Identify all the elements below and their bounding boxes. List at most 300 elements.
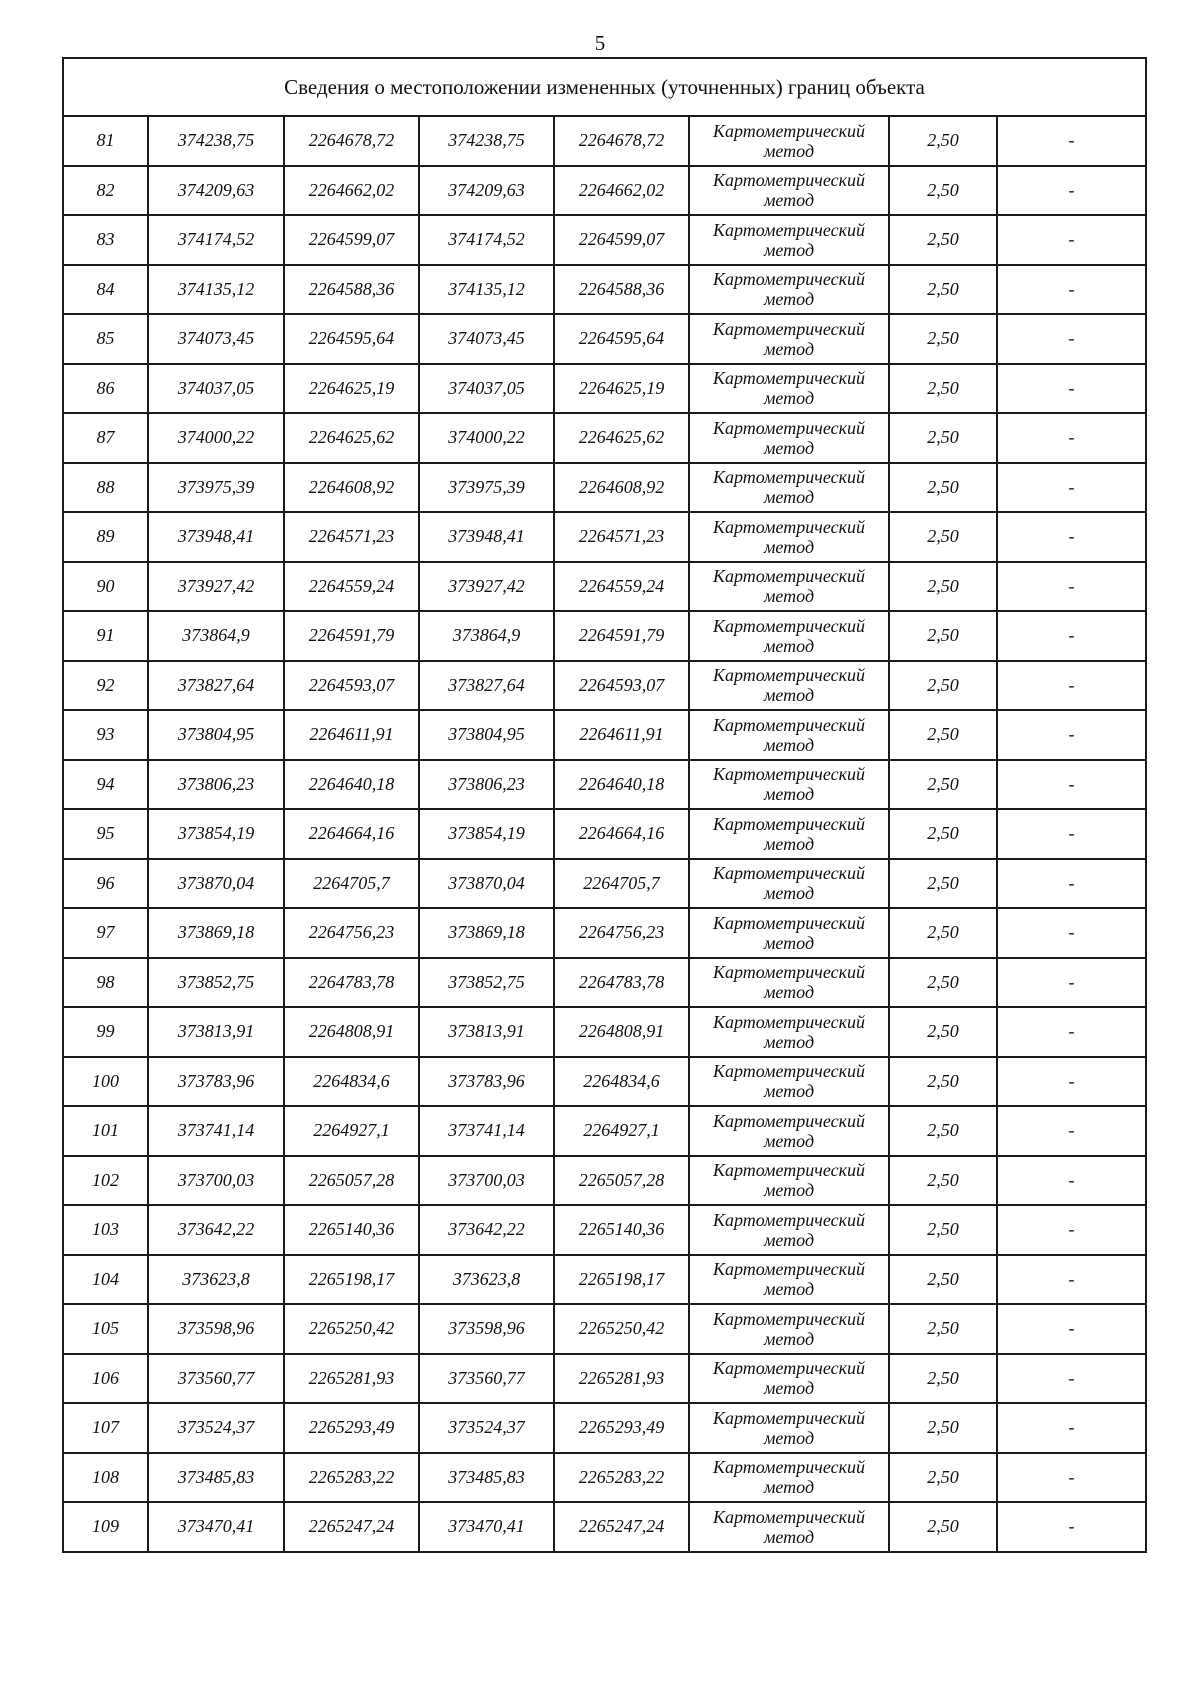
existing-x-cell: 374135,12 [148,265,284,315]
existing-y-cell: 2264559,24 [284,562,419,612]
refined-y-cell: 2265247,24 [554,1502,689,1552]
existing-x-cell: 373864,9 [148,611,284,661]
accuracy-cell: 2,50 [889,116,997,166]
method-line-2: метод [763,338,815,359]
method-line-2: метод [763,734,815,755]
method-line-2: метод [763,883,815,904]
description-cell: - [997,1403,1146,1453]
method-line-1: Картометрический [712,1259,865,1280]
accuracy-cell: 2,50 [889,809,997,859]
accuracy-cell: 2,50 [889,1453,997,1503]
existing-y-cell: 2264927,1 [284,1106,419,1156]
accuracy-cell: 2,50 [889,1156,997,1206]
refined-y-cell: 2264611,91 [554,710,689,760]
description-cell: - [997,265,1146,315]
refined-y-cell: 2265281,93 [554,1354,689,1404]
description-cell: - [997,710,1146,760]
existing-x-cell: 373854,19 [148,809,284,859]
method-line-2: метод [763,784,815,805]
method-line-1: Картометрический [712,1061,865,1082]
method-line-2: метод [763,239,815,260]
table-row [63,314,1146,364]
existing-x-cell: 373927,42 [148,562,284,612]
existing-x-cell: 373975,39 [148,463,284,513]
refined-y-cell: 2264625,19 [554,364,689,414]
point-number-cell: 106 [63,1354,148,1404]
description-cell: - [997,1156,1146,1206]
point-number-cell: 93 [63,710,148,760]
existing-x-cell: 374073,45 [148,314,284,364]
accuracy-cell: 2,50 [889,314,997,364]
method-line-1: Картометрический [712,368,865,389]
method-line-2: метод [763,635,815,656]
point-number-cell: 107 [63,1403,148,1453]
refined-x-cell: 374238,75 [419,116,554,166]
table-row [63,166,1146,216]
method-line-2: метод [763,1378,815,1399]
refined-x-cell: 374000,22 [419,413,554,463]
method-line-1: Картометрический [712,269,865,290]
existing-x-cell: 374174,52 [148,215,284,265]
method-line-2: метод [763,1180,815,1201]
accuracy-cell: 2,50 [889,265,997,315]
accuracy-cell: 2,50 [889,562,997,612]
existing-y-cell: 2264593,07 [284,661,419,711]
description-cell: - [997,166,1146,216]
refined-x-cell: 373560,77 [419,1354,554,1404]
description-cell: - [997,611,1146,661]
method-cell [689,215,889,265]
point-number-cell: 90 [63,562,148,612]
method-line-1: Картометрический [712,417,865,438]
refined-y-cell: 2264571,23 [554,512,689,562]
description-cell: - [997,413,1146,463]
description-cell: - [997,1106,1146,1156]
description-cell: - [997,1255,1146,1305]
point-number-cell: 92 [63,661,148,711]
table-caption-row [63,58,1146,116]
table-row [63,760,1146,810]
accuracy-cell: 2,50 [889,1354,997,1404]
method-line-1: Картометрический [712,318,865,339]
existing-x-cell: 374209,63 [148,166,284,216]
existing-x-cell: 373852,75 [148,958,284,1008]
existing-y-cell: 2264608,92 [284,463,419,513]
refined-y-cell: 2264640,18 [554,760,689,810]
existing-y-cell: 2264808,91 [284,1007,419,1057]
method-line-1: Картометрический [712,1358,865,1379]
accuracy-cell: 2,50 [889,611,997,661]
method-line-2: метод [763,1477,815,1498]
method-line-1: Картометрический [712,1160,865,1181]
refined-x-cell: 373854,19 [419,809,554,859]
method-cell [689,1502,889,1552]
accuracy-cell: 2,50 [889,859,997,909]
refined-x-cell: 373975,39 [419,463,554,513]
method-line-1: Картометрический [712,665,865,686]
method-cell [689,859,889,909]
existing-y-cell: 2264625,19 [284,364,419,414]
refined-y-cell: 2264588,36 [554,265,689,315]
refined-y-cell: 2264591,79 [554,611,689,661]
refined-x-cell: 374037,05 [419,364,554,414]
accuracy-cell: 2,50 [889,166,997,216]
existing-x-cell: 373948,41 [148,512,284,562]
existing-x-cell: 373804,95 [148,710,284,760]
existing-y-cell: 2264664,16 [284,809,419,859]
refined-y-cell: 2264625,62 [554,413,689,463]
description-cell: - [997,1354,1146,1404]
table-row [63,1354,1146,1404]
refined-x-cell: 373813,91 [419,1007,554,1057]
description-cell: - [997,562,1146,612]
refined-y-cell: 2264664,16 [554,809,689,859]
existing-x-cell: 374000,22 [148,413,284,463]
method-cell [689,413,889,463]
existing-x-cell: 373485,83 [148,1453,284,1503]
refined-x-cell: 373623,8 [419,1255,554,1305]
refined-y-cell: 2264927,1 [554,1106,689,1156]
method-cell [689,1453,889,1503]
accuracy-cell: 2,50 [889,463,997,513]
description-cell: - [997,908,1146,958]
method-line-1: Картометрический [712,1506,865,1527]
description-cell: - [997,116,1146,166]
refined-x-cell: 374073,45 [419,314,554,364]
refined-y-cell: 2265057,28 [554,1156,689,1206]
existing-x-cell: 374238,75 [148,116,284,166]
existing-y-cell: 2264625,62 [284,413,419,463]
existing-x-cell: 373598,96 [148,1304,284,1354]
method-line-2: метод [763,536,815,557]
existing-y-cell: 2264783,78 [284,958,419,1008]
accuracy-cell: 2,50 [889,1403,997,1453]
method-line-1: Картометрический [712,1457,865,1478]
method-cell [689,166,889,216]
refined-x-cell: 373870,04 [419,859,554,909]
method-cell [689,512,889,562]
method-line-1: Картометрический [712,962,865,983]
refined-x-cell: 373741,14 [419,1106,554,1156]
method-cell [689,463,889,513]
refined-y-cell: 2264599,07 [554,215,689,265]
method-line-2: метод [763,289,815,310]
table-row [63,1106,1146,1156]
page-number: 5 [594,31,606,55]
accuracy-cell: 2,50 [889,760,997,810]
accuracy-cell: 2,50 [889,1255,997,1305]
method-line-1: Картометрический [712,863,865,884]
existing-y-cell: 2264611,91 [284,710,419,760]
table-row [63,1403,1146,1453]
method-line-2: метод [763,833,815,854]
refined-y-cell: 2264783,78 [554,958,689,1008]
existing-y-cell: 2264756,23 [284,908,419,958]
existing-x-cell: 373470,41 [148,1502,284,1552]
existing-y-cell: 2264705,7 [284,859,419,909]
refined-y-cell: 2264662,02 [554,166,689,216]
existing-y-cell: 2265250,42 [284,1304,419,1354]
table-row [63,1057,1146,1107]
table-row [63,512,1146,562]
table-body [63,58,1146,1552]
refined-x-cell: 373642,22 [419,1205,554,1255]
existing-x-cell: 373623,8 [148,1255,284,1305]
refined-x-cell: 373804,95 [419,710,554,760]
table-row [63,611,1146,661]
description-cell: - [997,1205,1146,1255]
method-line-2: метод [763,1081,815,1102]
point-number-cell: 108 [63,1453,148,1503]
point-number-cell: 97 [63,908,148,958]
refined-x-cell: 374209,63 [419,166,554,216]
accuracy-cell: 2,50 [889,413,997,463]
existing-y-cell: 2265247,24 [284,1502,419,1552]
point-number-cell: 104 [63,1255,148,1305]
refined-x-cell: 373485,83 [419,1453,554,1503]
method-cell [689,562,889,612]
existing-x-cell: 373813,91 [148,1007,284,1057]
point-number-cell: 83 [63,215,148,265]
method-line-2: метод [763,586,815,607]
table-row [63,413,1146,463]
refined-x-cell: 374135,12 [419,265,554,315]
method-cell [689,809,889,859]
method-cell [689,611,889,661]
existing-x-cell: 373741,14 [148,1106,284,1156]
existing-y-cell: 2264595,64 [284,314,419,364]
point-number-cell: 86 [63,364,148,414]
method-line-1: Картометрический [712,813,865,834]
point-number-cell: 84 [63,265,148,315]
table-row [63,265,1146,315]
table-row [63,859,1146,909]
accuracy-cell: 2,50 [889,908,997,958]
description-cell: - [997,958,1146,1008]
point-number-cell: 85 [63,314,148,364]
description-cell: - [997,859,1146,909]
point-number-cell: 101 [63,1106,148,1156]
refined-x-cell: 373869,18 [419,908,554,958]
method-line-1: Картометрический [712,615,865,636]
existing-x-cell: 373869,18 [148,908,284,958]
method-cell [689,760,889,810]
refined-x-cell: 373852,75 [419,958,554,1008]
refined-x-cell: 373948,41 [419,512,554,562]
table-row [63,463,1146,513]
accuracy-cell: 2,50 [889,1007,997,1057]
point-number-cell: 88 [63,463,148,513]
accuracy-cell: 2,50 [889,1502,997,1552]
point-number-cell: 82 [63,166,148,216]
point-number-cell: 98 [63,958,148,1008]
description-cell: - [997,1453,1146,1503]
method-line-1: Картометрический [712,912,865,933]
description-cell: - [997,314,1146,364]
method-line-1: Картометрический [712,1011,865,1032]
description-cell: - [997,1057,1146,1107]
refined-x-cell: 373470,41 [419,1502,554,1552]
refined-y-cell: 2264756,23 [554,908,689,958]
table-row [63,1502,1146,1552]
table-row [63,562,1146,612]
existing-y-cell: 2265198,17 [284,1255,419,1305]
refined-y-cell: 2265283,22 [554,1453,689,1503]
point-number-cell: 99 [63,1007,148,1057]
point-number-cell: 109 [63,1502,148,1552]
method-line-2: метод [763,1031,815,1052]
method-cell [689,1156,889,1206]
refined-y-cell: 2264705,7 [554,859,689,909]
existing-y-cell: 2264678,72 [284,116,419,166]
accuracy-cell: 2,50 [889,958,997,1008]
table-row [63,958,1146,1008]
point-number-cell: 87 [63,413,148,463]
table-row [63,1205,1146,1255]
refined-x-cell: 373927,42 [419,562,554,612]
description-cell: - [997,364,1146,414]
existing-y-cell: 2264599,07 [284,215,419,265]
table-row [63,1007,1146,1057]
method-line-1: Картометрический [712,764,865,785]
method-line-2: метод [763,1427,815,1448]
table-row [63,1255,1146,1305]
existing-y-cell: 2265057,28 [284,1156,419,1206]
point-number-cell: 96 [63,859,148,909]
table-row [63,809,1146,859]
refined-x-cell: 373864,9 [419,611,554,661]
refined-y-cell: 2264559,24 [554,562,689,612]
refined-y-cell: 2265250,42 [554,1304,689,1354]
table-caption: Сведения о местоположении измененных (уточненных) границ объекта [63,58,1146,116]
existing-x-cell: 373524,37 [148,1403,284,1453]
point-number-cell: 81 [63,116,148,166]
existing-y-cell: 2265293,49 [284,1403,419,1453]
refined-y-cell: 2264608,92 [554,463,689,513]
existing-x-cell: 373700,03 [148,1156,284,1206]
existing-y-cell: 2264834,6 [284,1057,419,1107]
existing-y-cell: 2264640,18 [284,760,419,810]
method-line-1: Картометрический [712,120,865,141]
existing-y-cell: 2264588,36 [284,265,419,315]
refined-y-cell: 2264808,91 [554,1007,689,1057]
refined-x-cell: 373806,23 [419,760,554,810]
method-cell [689,1007,889,1057]
refined-y-cell: 2264678,72 [554,116,689,166]
description-cell: - [997,760,1146,810]
method-cell [689,1304,889,1354]
existing-x-cell: 373827,64 [148,661,284,711]
existing-y-cell: 2264571,23 [284,512,419,562]
point-number-cell: 103 [63,1205,148,1255]
existing-y-cell: 2264662,02 [284,166,419,216]
point-number-cell: 102 [63,1156,148,1206]
method-line-2: метод [763,932,815,953]
table-row [63,710,1146,760]
existing-x-cell: 373806,23 [148,760,284,810]
method-line-2: метод [763,982,815,1003]
accuracy-cell: 2,50 [889,364,997,414]
accuracy-cell: 2,50 [889,1205,997,1255]
refined-x-cell: 373524,37 [419,1403,554,1453]
boundary-coordinates-table [62,57,1147,1553]
method-cell [689,116,889,166]
table-row [63,908,1146,958]
method-line-2: метод [763,190,815,211]
point-number-cell: 105 [63,1304,148,1354]
method-cell [689,265,889,315]
refined-x-cell: 373700,03 [419,1156,554,1206]
method-line-2: метод [763,388,815,409]
method-line-1: Картометрический [712,714,865,735]
method-line-1: Картометрический [712,1110,865,1131]
existing-y-cell: 2265140,36 [284,1205,419,1255]
accuracy-cell: 2,50 [889,215,997,265]
method-line-1: Картометрический [712,170,865,191]
method-line-2: метод [763,1130,815,1151]
refined-y-cell: 2264593,07 [554,661,689,711]
point-number-cell: 89 [63,512,148,562]
description-cell: - [997,463,1146,513]
method-line-2: метод [763,487,815,508]
method-cell [689,958,889,1008]
accuracy-cell: 2,50 [889,1304,997,1354]
refined-y-cell: 2264595,64 [554,314,689,364]
method-line-2: метод [763,1526,815,1547]
method-cell [689,1354,889,1404]
existing-x-cell: 373783,96 [148,1057,284,1107]
method-line-2: метод [763,1279,815,1300]
table-row [63,116,1146,166]
method-line-1: Картометрический [712,566,865,587]
method-line-1: Картометрический [712,219,865,240]
refined-y-cell: 2265293,49 [554,1403,689,1453]
method-cell [689,1106,889,1156]
table-row [63,1453,1146,1503]
method-cell [689,314,889,364]
table-row [63,661,1146,711]
accuracy-cell: 2,50 [889,710,997,760]
existing-x-cell: 374037,05 [148,364,284,414]
refined-y-cell: 2265198,17 [554,1255,689,1305]
refined-x-cell: 373598,96 [419,1304,554,1354]
description-cell: - [997,661,1146,711]
method-cell [689,364,889,414]
point-number-cell: 95 [63,809,148,859]
refined-y-cell: 2265140,36 [554,1205,689,1255]
accuracy-cell: 2,50 [889,512,997,562]
description-cell: - [997,809,1146,859]
refined-x-cell: 374174,52 [419,215,554,265]
method-cell [689,908,889,958]
method-line-1: Картометрический [712,516,865,537]
table-row [63,1304,1146,1354]
method-cell [689,1057,889,1107]
description-cell: - [997,1304,1146,1354]
point-number-cell: 94 [63,760,148,810]
existing-x-cell: 373560,77 [148,1354,284,1404]
point-number-cell: 91 [63,611,148,661]
method-cell [689,1205,889,1255]
existing-y-cell: 2265281,93 [284,1354,419,1404]
method-cell [689,1403,889,1453]
description-cell: - [997,215,1146,265]
table-row [63,364,1146,414]
method-line-1: Картометрический [712,1308,865,1329]
existing-y-cell: 2265283,22 [284,1453,419,1503]
description-cell: - [997,1502,1146,1552]
table-row [63,1156,1146,1206]
